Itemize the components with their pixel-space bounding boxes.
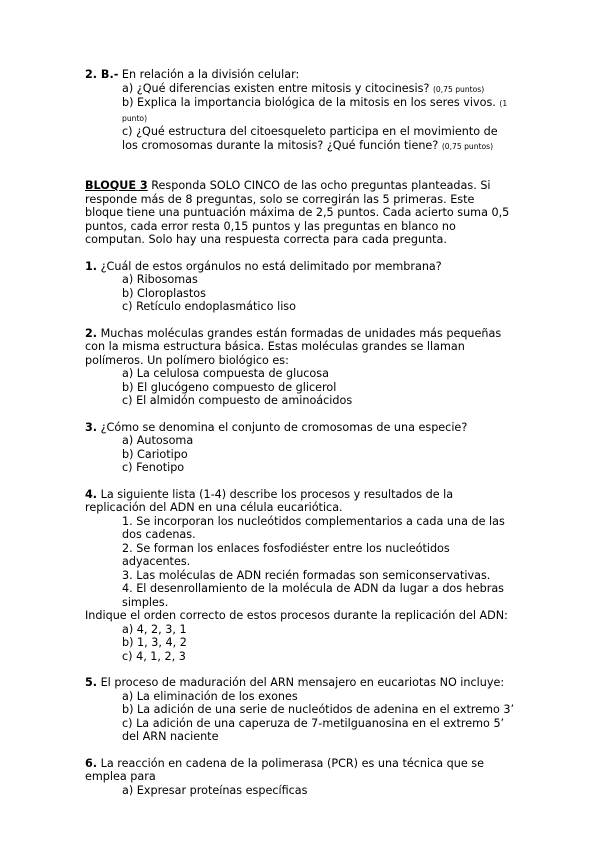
option: b) La adición de una serie de nucleótidos de adenina en el extremo 3’	[122, 703, 515, 716]
question-3: 3. ¿Cómo se denomina el conjunto de cromosomas de una especie?	[85, 420, 468, 434]
option: b) El glucógeno compuesto de glicerol	[122, 380, 337, 394]
question-4: 4. La siguiente lista (1-4) describe los procesos y resultados de la replicación del ADN en una célula eucariótica.	[85, 487, 454, 514]
option: a) 4, 2, 3, 1	[122, 622, 187, 636]
question-5: 5. El proceso de maduración del ARN mensajero en eucariotas NO incluye:	[85, 676, 505, 689]
process-step: 4. El desenrollamiento de la molécula de ADN da lugar a dos hebras simples.	[122, 582, 505, 609]
question-1: 1. ¿Cuál de estos orgánulos no está delimitado por membrana?	[85, 259, 442, 273]
option: a) La eliminación de los exones	[122, 689, 298, 703]
process-step: 2. Se forman los enlaces fosfodiéster entre los nucleótidos adyacentes.	[122, 541, 450, 568]
option: b) Cloroplastos	[122, 286, 206, 300]
question-6: 6. La reacción en cadena de la polimerasa (PCR) es una técnica que se emplea para	[85, 756, 484, 783]
process-step: 3. Las moléculas de ADN recién formadas son semiconservativas.	[122, 568, 491, 582]
option: a) Expresar proteínas específicas	[122, 783, 308, 797]
option: b) 1, 3, 4, 2	[122, 636, 187, 649]
question-2: 2. Muchas moléculas grandes están formadas de unidades más pequeñas con la misma estructura básica. Estas moléculas grandes se llaman polímeros. Un polímero biológico es:	[85, 326, 502, 367]
option: c) Fenotipo	[122, 461, 185, 474]
bloque3-title: BLOQUE 3	[85, 179, 148, 192]
option: c) 4, 1, 2, 3	[122, 649, 186, 663]
bloque3-intro: BLOQUE 3 Responda SOLO CINCO de las ocho preguntas planteadas. Si responde más de 8 preguntas, solo se corregirán las 5 primeras. Este bloque tiene una puntuación máxima de 2,5 puntos. Cada acierto suma 0,5 puntos, cada error resta 0,15 puntos y las preguntas en blanco no computan. Solo hay una respuesta correcta para cada pregunta.	[85, 179, 510, 246]
document-page	[85, 68, 515, 797]
option: a) Ribosomas	[122, 273, 198, 286]
section-number: 2. B.-	[85, 68, 119, 81]
section-2b-item-b: b) Explica la importancia biológica de la mitosis en los seres vivos. (1 punto)	[122, 96, 508, 123]
option: c) Retículo endoplasmático liso	[122, 300, 296, 313]
option: a) Autosoma	[122, 434, 194, 447]
option: c) La adición de una caperuza de 7-metilguanosina en el extremo 5’ del ARN naciente	[122, 716, 505, 743]
section-2b-item-c: c) ¿Qué estructura del citoesqueleto participa en el movimiento de los cromosomas durante la mitosis? ¿Qué función tiene? (0,75 puntos)	[122, 125, 498, 152]
option: a) La celulosa compuesta de glucosa	[122, 367, 329, 380]
section-2b-item-a: a) ¿Qué diferencias existen entre mitosis y citocinesis? (0,75 puntos)	[122, 81, 485, 95]
question-4-prompt: Indique el orden correcto de estos procesos durante la replicación del ADN:	[85, 609, 508, 622]
section-2b-intro: 2. B.- En relación a la división celular:	[85, 68, 300, 81]
option: b) Cariotipo	[122, 447, 188, 461]
option: c) El almidón compuesto de aminoácidos	[122, 394, 353, 407]
process-step: 1. Se incorporan los nucleótidos complementarios a cada una de las dos cadenas.	[122, 514, 505, 541]
